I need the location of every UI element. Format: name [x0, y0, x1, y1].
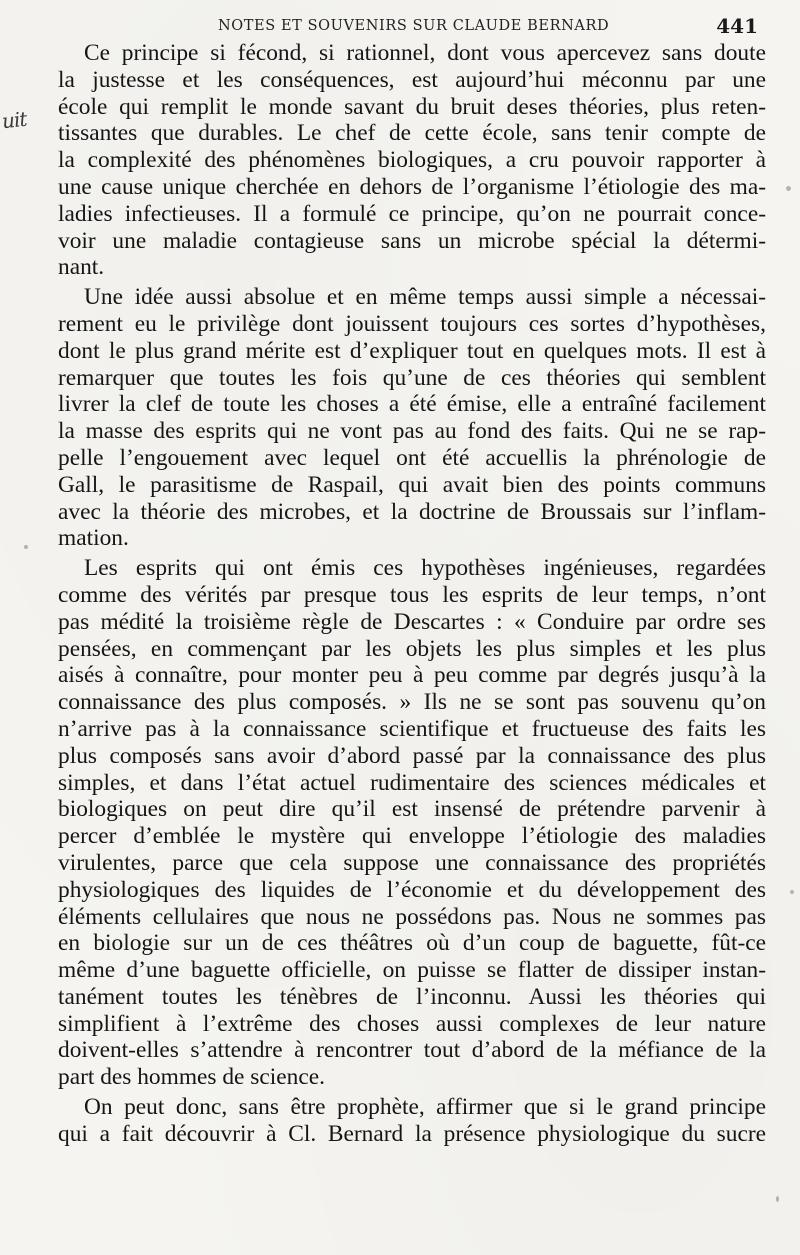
- page-number: 441: [716, 14, 758, 38]
- text-line: connaissance des plus composés. » Ils ne se sont pas souvenu qu’on: [58, 689, 766, 716]
- paragraph-1: [58, 40, 766, 281]
- text-line: aisés à connaître, pour monter peu à peu comme par degrés jusqu’à la: [58, 662, 766, 689]
- text-line: nant.: [58, 254, 105, 281]
- text-line: comme des vérités par presque tous les esprits de leur temps, n’ont: [58, 581, 766, 608]
- text-line: qui a fait découvrir à Cl. Bernard la présence physiologique du sucre: [58, 1120, 766, 1147]
- paragraph-3: [58, 555, 766, 1091]
- text-line: Les esprits qui ont émis ces hypothèses ingénieuses, regardées: [84, 555, 766, 582]
- text-line: la complexité des phénomènes biologiques, a cru pouvoir rapporter à: [58, 147, 766, 174]
- paper-speck: [24, 545, 28, 549]
- text-line: part des hommes de science.: [58, 1064, 325, 1091]
- body-text: [58, 40, 766, 1148]
- text-line: Ce principe si fécond, si rationnel, dont vous apercevez sans doute: [84, 40, 766, 66]
- text-line: On peut donc, sans être prophète, affirmer que si le grand principe: [84, 1094, 766, 1121]
- running-title: NOTES ET SOUVENIRS SUR CLAUDE BERNARD: [218, 18, 610, 34]
- text-line: la justesse et les conséquences, est aujourd’hui méconnu par une: [58, 66, 766, 93]
- text-line: biologiques on peut dire qu’il est insensé de prétendre parvenir à: [58, 796, 766, 823]
- text-line: la masse des esprits qui ne vont pas au fond des faits. Qui ne se rap-: [58, 418, 766, 445]
- text-line: simples, et dans l’état actuel rudimentaire des sciences médicales et: [58, 769, 766, 796]
- paragraph-2: [58, 284, 766, 552]
- text-line: Gall, le parasitisme de Raspail, qui avait bien des points communs: [58, 471, 766, 498]
- text-line: remarquer que toutes les fois qu’une de ces théories qui semblent: [58, 364, 766, 391]
- text-line: tanément toutes les ténèbres de l’inconnu. Aussi les théories qui: [58, 983, 766, 1010]
- text-line: virulentes, parce que cela suppose une connaissance des propriétés: [58, 849, 766, 876]
- text-line: pas médité la troisième règle de Descartes : « Conduire par ordre ses: [58, 608, 766, 635]
- text-line: pensées, en commençant par les objets les plus simples et les plus: [58, 635, 766, 662]
- text-line: tissantes que durables. Le chef de cette école, sans tenir compte de: [58, 120, 766, 147]
- text-line: même d’une baguette officielle, on puisse se flatter de dissiper instan-: [58, 957, 766, 984]
- paper-speck: [776, 1196, 779, 1202]
- text-line: plus composés sans avoir d’abord passé par la connaissance des plus: [58, 742, 766, 769]
- text-line: percer d’emblée le mystère qui enveloppe l’étiologie des maladies: [58, 823, 766, 850]
- paper-speck: [790, 890, 794, 894]
- text-line: livrer la clef de toute les choses a été émise, elle a entraîné facilement: [58, 391, 766, 418]
- text-line: Une idée aussi absolue et en même temps aussi simple a nécessai-: [84, 284, 766, 311]
- text-line: pelle l’engouement avec lequel ont été accuellis la phrénologie de: [58, 444, 766, 471]
- paper-speck: [786, 186, 791, 191]
- running-head: [0, 14, 800, 42]
- text-line: une cause unique cherchée en dehors de l’organisme l’étiologie des ma-: [58, 173, 766, 200]
- text-line: n’arrive pas à la connaissance scientifique et fructueuse des faits les: [58, 715, 766, 742]
- text-line: en biologie sur un de ces théâtres où d’un coup de baguette, fût-ce: [58, 930, 766, 957]
- text-line: avec la théorie des microbes, et la doctrine de Broussais sur l’inflam-: [58, 498, 766, 525]
- text-line: mation.: [58, 525, 129, 552]
- text-line: éléments cellulaires que nous ne possédons pas. Nous ne sommes pas: [58, 903, 766, 930]
- text-line: ladies infectieuses. Il a formulé ce principe, qu’on ne pourrait conce-: [58, 200, 766, 227]
- text-line: rement eu le privilège dont jouissent toujours ces sortes d’hypothèses,: [58, 310, 766, 337]
- text-line: voir une maladie contagieuse sans un microbe spécial la détermi-: [58, 227, 766, 254]
- text-line: simplifient à l’extrême des choses aussi complexes de leur nature: [58, 1010, 766, 1037]
- text-line: physiologiques des liquides de l’économie et du développement des: [58, 876, 766, 903]
- paragraph-4: [58, 1094, 766, 1148]
- text-line: doivent-elles s’attendre à rencontrer tout d’abord de la méfiance de la: [58, 1037, 766, 1064]
- text-line: dont le plus grand mérite est d’expliquer tout en quelques mots. Il est à: [58, 337, 766, 364]
- text-line: école qui remplit le monde savant du bruit deses théories, plus reten-: [58, 93, 766, 120]
- handwritten-margin-note: uit: [0, 106, 28, 134]
